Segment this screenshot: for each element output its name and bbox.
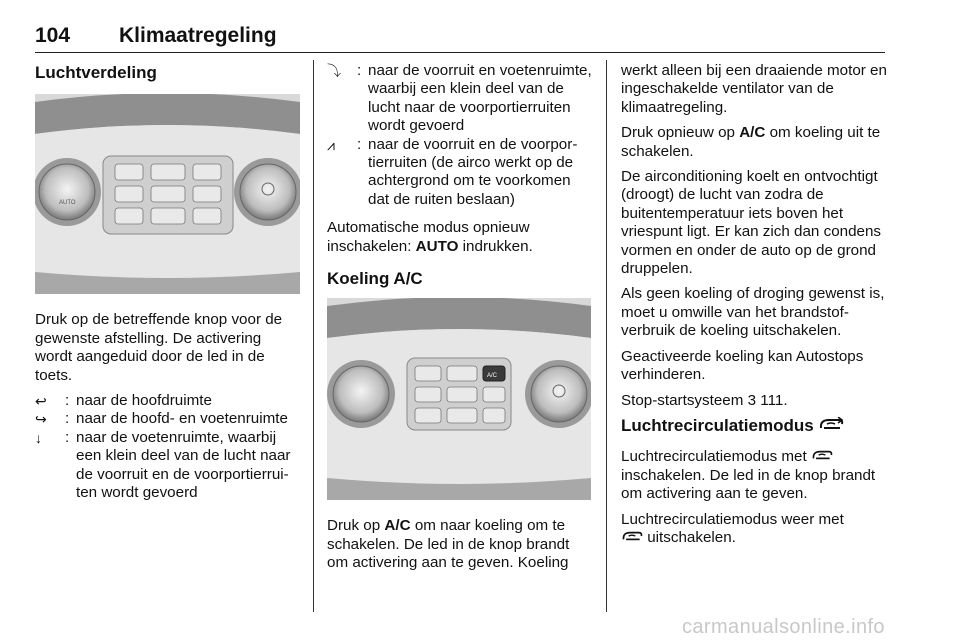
cooling-paragraph: Druk op A/C om naar koeling om te schakelen. De led in de knop brandt om activering aan te geven. Koeling (327, 517, 570, 572)
column-divider (606, 60, 607, 612)
air-windshield-feet-icon: ⤵ (327, 63, 341, 79)
section-heading-cooling: Koeling A/C (327, 269, 423, 289)
list-item: ↪ : naar de hoofd- en voetenruimte (35, 410, 288, 428)
list-item: ↩ : naar de hoofdruimte (35, 392, 212, 410)
paragraph: De airconditioning koelt en ontvochtigt (droogt) de lucht van zodra de buitentemperatuur iets boven het vriespunt ligt. Er kan zich dan condens vormen en onder de auto op de grond druppelen. (621, 168, 882, 278)
air-distribution-list-continued (327, 62, 593, 209)
paragraph: Geactiveerde koeling kan Autostops verhinderen. (621, 347, 864, 384)
air-upper-icon: ↩ (35, 393, 47, 410)
list-item: ⤵ : naar de voorruit en voetenruimte, waarbij een klein deel van de lucht naar de voorportierruiten wordt gevoerd (327, 62, 592, 135)
paragraph: werkt alleen bij een draaiende motor en ingeschakelde ventilator van de klimaatregeling. (621, 62, 887, 116)
auto-label: AUTO (59, 200, 76, 206)
air-feet-icon: ↓ (35, 429, 42, 446)
paragraph: Druk op de betreffende knop voor de gewenste afstelling. De activering wordt aangeduid door de led in de toets. (35, 311, 283, 384)
column-left (35, 62, 300, 502)
page-number: 104 (35, 24, 71, 47)
section-heading-air-distribution: Luchtverdeling (35, 63, 157, 82)
section-heading-recirculation: Luchtrecirculatiemodus (621, 417, 889, 436)
paragraph: Luchtrecirculatiemodus weer met uitschakelen. (621, 510, 844, 546)
defrost-icon: ⩘ (327, 136, 335, 153)
list-item: ⩘ : naar de voorruit en de voorportierruiten (de airco werkt op de achtergrond om te voorkomen dat de ruiten beslaan) (327, 135, 578, 208)
auto-paragraph: Automatische modus opnieuw inschakelen: AUTO indrukken. (327, 219, 533, 255)
ac-button-label: A/C (487, 373, 498, 380)
air-upper-lower-icon: ↪ (35, 411, 47, 428)
paragraph: Stop-startsysteem 3 111. (621, 391, 788, 409)
list-item: ↓ : naar de voetenruimte, waarbij een klein deel van de lucht naar de voorruit en de voorportierruiten wordt gevoerd (35, 428, 291, 502)
column-right (621, 62, 889, 554)
air-distribution-list (35, 392, 300, 502)
page-header (35, 22, 885, 53)
column-divider (313, 60, 314, 612)
climate-control-panel-illustration (35, 94, 300, 294)
recirculation-icon (811, 448, 833, 466)
recirculation-icon (818, 417, 844, 436)
page-title: Klimaatregeling (119, 24, 277, 47)
watermark: carmanualsonline.info (682, 616, 885, 638)
recirculation-icon (621, 529, 643, 547)
climate-control-panel-ac-illustration (327, 298, 591, 500)
paragraph: Luchtrecirculatiemodus met inschakelen. De led in de knop brandt om activering aan te geven. (621, 448, 876, 503)
page-reference: 3 111. (747, 391, 788, 409)
column-middle (327, 62, 593, 580)
paragraph: Druk opnieuw op A/C om koeling uit te schakelen. (621, 124, 881, 160)
paragraph: Als geen koeling of droging gewenst is, moet u omwille van het brandstofverbruik de koeling uitschakelen. (621, 285, 885, 340)
